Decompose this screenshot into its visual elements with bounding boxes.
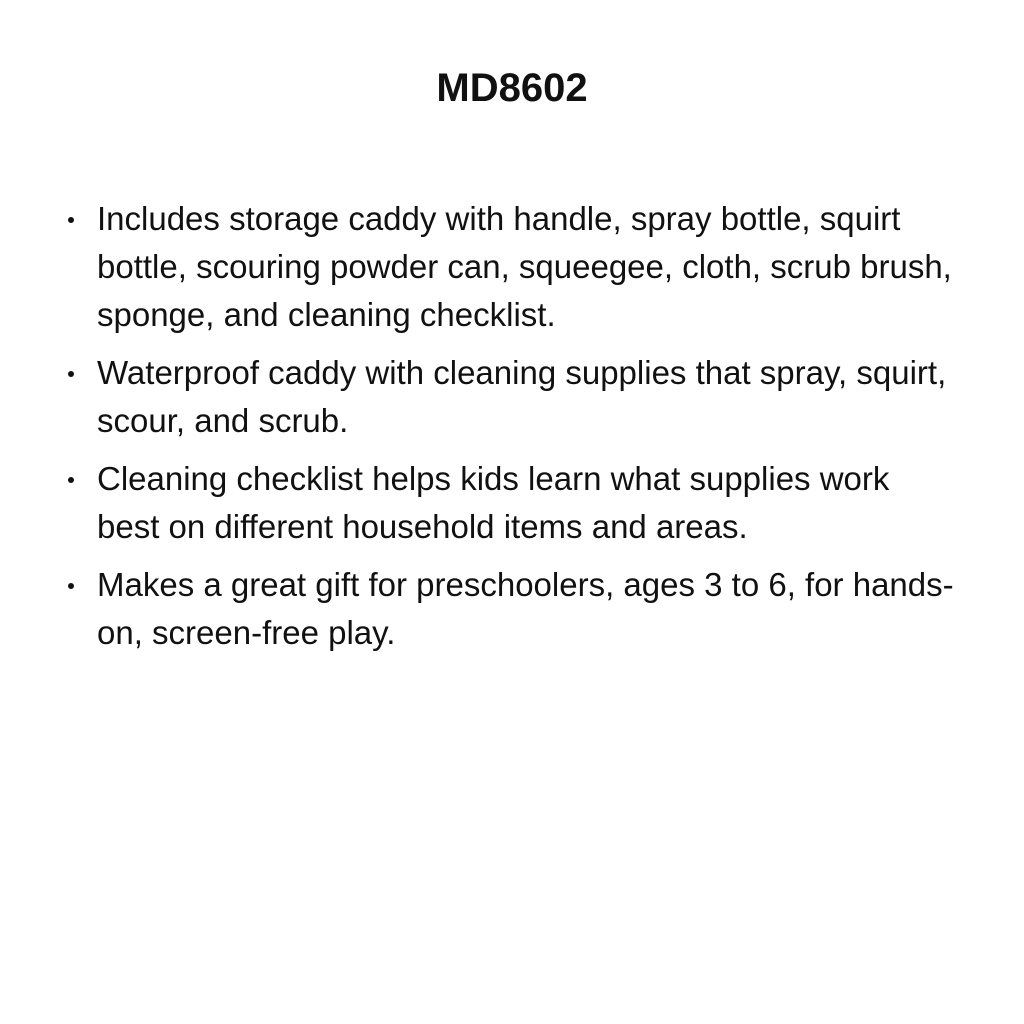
list-item (60, 195, 960, 339)
bullet-icon (68, 477, 74, 483)
list-item-text: Waterproof caddy with cleaning supplies that spray, squirt, scour, and scrub. (97, 354, 947, 439)
bullet-icon (68, 583, 74, 589)
list-item-text: Includes storage caddy with handle, spray bottle, squirt bottle, scouring powder can, squeegee, cloth, scrub brush, sponge, and cleaning checklist. (97, 200, 952, 333)
list-item (60, 455, 960, 551)
list-item (60, 349, 960, 445)
bullet-icon (68, 371, 74, 377)
bullet-icon (68, 217, 74, 223)
page-title: MD8602 (436, 66, 588, 110)
list-item-text: Cleaning checklist helps kids learn what supplies work best on different household items and areas. (97, 460, 890, 545)
feature-list (60, 195, 960, 667)
list-item-text: Makes a great gift for preschoolers, ages 3 to 6, for hands-on, screen-free play. (97, 566, 954, 651)
list-item (60, 561, 960, 657)
